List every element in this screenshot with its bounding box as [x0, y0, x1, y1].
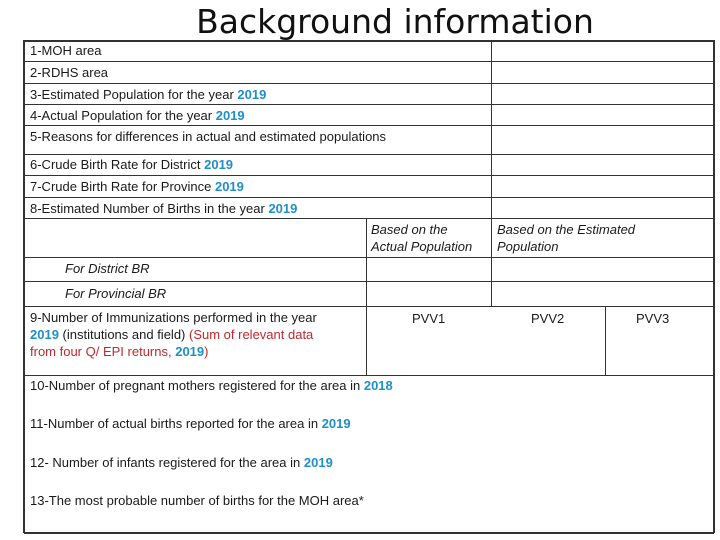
- pvv3-header: PVV3: [636, 311, 670, 326]
- table-bottom-border: [24, 532, 714, 534]
- row-divider: [24, 257, 714, 258]
- row-divider: [24, 375, 714, 376]
- crude-birth-rate-province-label: 7-Crude Birth Rate for Province 2019: [30, 179, 244, 194]
- reasons-label: 5-Reasons for differences in actual and estimated populations: [30, 129, 387, 144]
- row-divider: [24, 175, 714, 176]
- column-divider: [366, 218, 367, 375]
- row-divider: [24, 218, 714, 219]
- table-top-border: [24, 40, 714, 42]
- actual-births-label: 11-Number of actual births reported for the area in 2019: [30, 416, 351, 431]
- crude-birth-rate-district-label: 6-Crude Birth Rate for District 2019: [30, 157, 234, 172]
- moh-area-label: 1-MOH area: [30, 43, 102, 58]
- actual-population-label: 4-Actual Population for the year 2019: [30, 108, 245, 123]
- table-right-border: [713, 40, 715, 533]
- row-divider: [24, 154, 714, 155]
- row-divider: [24, 125, 714, 126]
- immunizations-label: 9-Number of Immunizations performed in the year 2019 (institutions and field) (Sum of relevant data from four Q/ EPI returns, 2019): [30, 310, 317, 359]
- estimated-births-label: 8-Estimated Number of Births in the year 2019: [30, 201, 298, 216]
- based-on-actual-header: Based on the Actual Population: [371, 222, 473, 254]
- infants-registered-label: 12- Number of infants registered for the area in 2019: [30, 455, 333, 470]
- pvv2-header: PVV2: [531, 311, 565, 326]
- row-divider: [24, 197, 714, 198]
- column-divider: [605, 306, 606, 375]
- provincial-br-label: For Provincial BR: [65, 286, 167, 301]
- row-divider: [24, 61, 714, 62]
- pregnant-mothers-label: 10-Number of pregnant mothers registered for the area in 2018: [30, 378, 393, 393]
- column-divider: [491, 40, 492, 307]
- probable-births-label: 13-The most probable number of births for the MOH area*: [30, 493, 364, 508]
- row-divider: [24, 306, 714, 307]
- row-divider: [24, 281, 714, 282]
- page-title: Background information: [196, 2, 594, 41]
- estimated-population-label: 3-Estimated Population for the year 2019: [30, 87, 267, 102]
- table-left-border: [23, 40, 25, 533]
- row-divider: [24, 83, 714, 84]
- district-br-label: For District BR: [65, 261, 150, 276]
- based-on-estimated-header: Based on the Estimated Population: [497, 222, 636, 254]
- rdhs-area-label: 2-RDHS area: [30, 65, 109, 80]
- pvv1-header: PVV1: [412, 311, 446, 326]
- row-divider: [24, 104, 714, 105]
